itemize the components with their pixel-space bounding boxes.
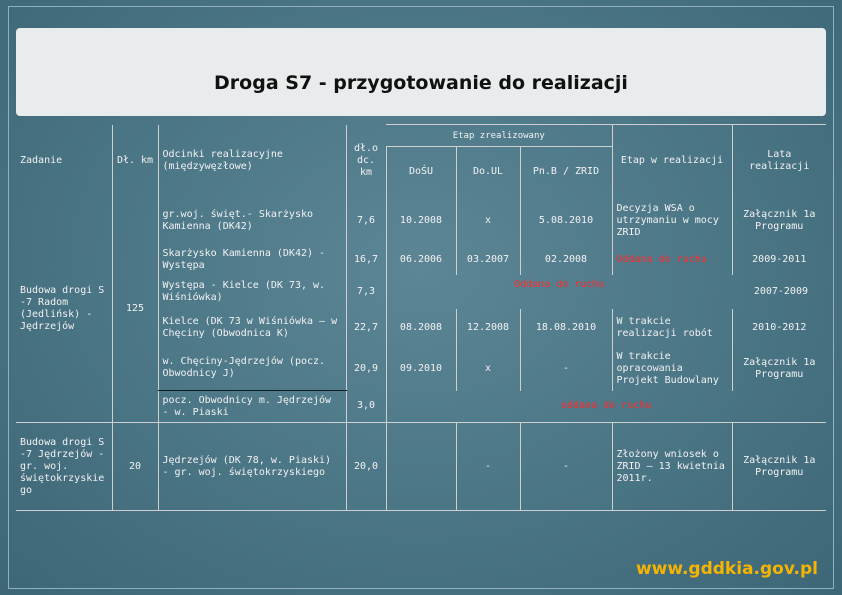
row-doul: 03.2007 [456,245,520,275]
row-dosu: 09.2010 [386,347,456,391]
row-pnb: - [520,423,612,511]
header-pnb-zrid: Pn.B / ZRID [520,147,612,197]
row-dl: 7,6 [346,197,386,245]
row-pnb: 18.08.2010 [520,309,612,347]
row-dl: 20,9 [346,347,386,391]
row-pnb: - [520,347,612,391]
row-dosu [386,423,456,511]
table-row [16,197,826,245]
row-etap: Złożony wniosek o ZRID – 13 kwietnia 2011r. [612,423,732,511]
row-dl: 7,3 [346,275,386,309]
header-dlo-km: dł.o dc. km [346,125,386,197]
row-etap: W trakcie opracowania Projekt Budowlany [616,350,719,386]
group-zadanie: Budowa drogi S -7 Radom (Jedlińsk) - Jędrzejów [20,285,105,333]
page-title: Droga S7 - przygotowanie do realizacji [214,72,628,94]
row-lata: 2010-2012 [732,309,826,347]
row-doul: x [456,197,520,245]
row-merged-status: Oddana do ruchu [386,275,732,309]
row-odcinek: Jędrzejów (DK 78, w. Piaski) - gr. woj. świętokrzyskiego [158,423,346,511]
header-zadanie: Zadanie [20,154,63,166]
row-lata: 2009-2011 [732,245,826,275]
row-merged-status: oddana do ruchu [386,391,826,423]
row-dl: 22,7 [346,309,386,347]
group-dl-km: 20 [112,423,158,511]
row-dosu: 10.2008 [386,197,456,245]
row-odcinek: gr.woj. święt.- Skarżysko Kamienna (DK42) [158,197,346,245]
row-dl: 20,0 [346,423,386,511]
row-dl: 16,7 [346,245,386,275]
header-etap-w-realizacji: Etap w realizacji [612,125,732,197]
row-odcinek: Kielce (DK 73 w Wiśniówka – w Chęciny (Obwodnica K) [158,309,346,347]
row-lata: 2007-2009 [753,285,808,297]
row-odcinek: pocz. Obwodnicy m. Jędrzejów - w. Piaski [158,391,346,423]
group-dl-km: 125 [112,197,158,423]
row-odcinek: Występa - Kielce (DK 73, w. Wiśniówka) [158,275,346,309]
row-lata: Załącznik 1a Programu [732,423,826,511]
header-dl-km: Dł. km [112,125,158,197]
row-etap: Decyzja WSA o utrzymaniu w mocy ZRID [616,202,719,238]
row-dosu: 08.2008 [386,309,456,347]
row-lata: Załącznik 1a Programu [732,197,826,245]
row-odcinek: w. Chęciny-Jędrzejów (pocz. Obwodnicy J) [158,347,346,391]
header-odcinki: Odcinki realizacyjne (międzywęzłowe) [158,125,346,197]
header-lata-realizacji: Lata realizacji [732,125,826,197]
row-doul: - [456,423,520,511]
row-pnb: 5.08.2010 [520,197,612,245]
status-table [16,124,826,511]
header-dosu: DoŚU [386,147,456,197]
table-row [16,423,826,511]
row-odcinek: Skarżysko Kamienna (DK42) - Występa [158,245,346,275]
row-lata: Załącznik 1a Programu [732,347,826,391]
row-etap: Oddana do ruchu [616,253,707,265]
header-doul: Do.UL [456,147,520,197]
group-zadanie: Budowa drogi S -7 Jędrzejów - gr. woj. świętokrzyskie go [16,423,112,511]
header-etap-zrealizowany: Etap zrealizowany [386,125,612,147]
row-etap: W trakcie realizacji robót [616,315,713,339]
row-doul: 12.2008 [456,309,520,347]
website-link[interactable]: www.gddkia.gov.pl [635,559,818,579]
row-pnb: 02.2008 [520,245,612,275]
row-dosu: 06.2006 [386,245,456,275]
row-dl: 3,0 [346,391,386,423]
row-doul: x [456,347,520,391]
